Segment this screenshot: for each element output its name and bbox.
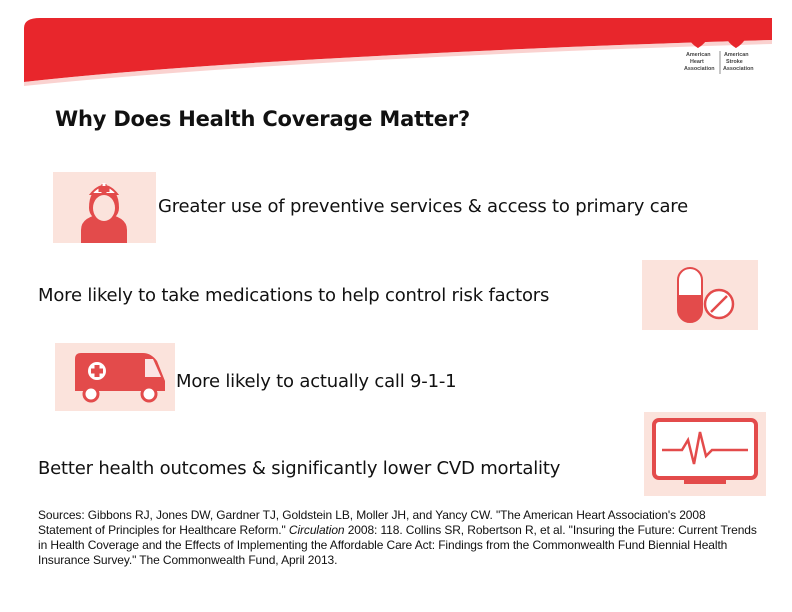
ambulance-icon <box>55 343 175 411</box>
point-outcomes: Better health outcomes & significantly lower CVD mortality <box>38 458 561 479</box>
slide-title: Why Does Health Coverage Matter? <box>55 107 470 131</box>
sources-part1: Sources: Gibbons RJ, Jones DW, Gardner TJ, Goldstein LB, Moller JH, and Yancy CW. "The American Heart Association's 2008 Statement of Principles for Healthcare Reform." <box>38 508 706 537</box>
logo-org1-line3: Association <box>684 66 715 72</box>
logo-org1-line1: American <box>686 52 711 58</box>
logo-org2-line1: American <box>724 52 749 58</box>
point-medications: More likely to take medications to help control risk factors <box>38 285 550 306</box>
nurse-icon <box>53 172 156 243</box>
logo-org1-line2: Heart <box>690 59 704 65</box>
heart-torch-icon <box>689 32 708 48</box>
logo-org2-line3: Association <box>723 66 754 72</box>
sources-citation <box>38 508 760 568</box>
sources-journal: Circulation <box>288 523 345 537</box>
header-swoosh <box>0 0 792 100</box>
sources-part2: 2008: 118. Collins SR, Robertson R, et al. "Insuring the Future: Current Trends in Health Coverage and the Effects of Implementing the Affordable Care Act: Findings from the Commonwealth Fund Biennial Health Insurance Survey." The Commonwealth Fund, April 2013. <box>38 523 757 567</box>
point-call-911: More likely to actually call 9-1-1 <box>176 371 457 392</box>
aha-asa-logo <box>680 27 762 75</box>
point-preventive-care: Greater use of preventive services & access to primary care <box>158 196 688 217</box>
pills-icon <box>642 260 758 330</box>
heart-monitor-icon <box>644 412 766 496</box>
heart-torch-icon-2 <box>727 32 746 48</box>
logo-org2-line2: Stroke <box>726 59 743 65</box>
